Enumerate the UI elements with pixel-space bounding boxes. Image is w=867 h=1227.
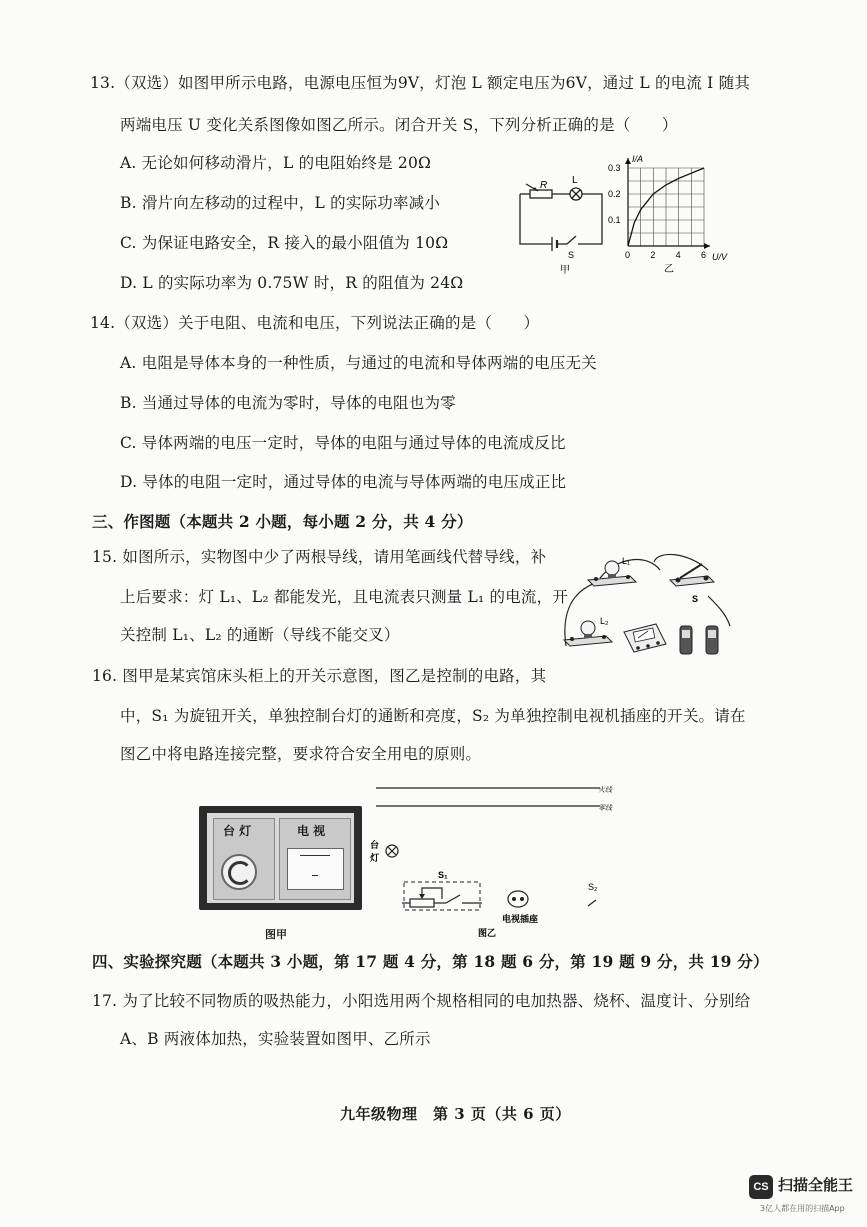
q17-line2: A、B 两液体加热，实验装置如图甲、乙所示 bbox=[120, 1030, 431, 1048]
q14-stem: 14.（双选）关于电阻、电流和电压，下列说法正确的是（ ） bbox=[90, 314, 540, 332]
q15-line3: 关控制 L₁、L₂ 的通断（导线不能交叉） bbox=[120, 626, 400, 644]
x-tick-label: 6 bbox=[701, 250, 707, 260]
q13-x-axis-label: U/V bbox=[712, 252, 728, 262]
ammeter bbox=[624, 624, 666, 652]
q13-stem-line1: 13.（双选）如图甲所示电路，电源电压恒为9V，灯泡 L 额定电压为6V，通过 L 的电流 I 随其 bbox=[90, 74, 751, 92]
q16-line2: 中，S₁ 为旋钮开关，单独控制台灯的通断和亮度，S₂ 为单独控制电视机插座的开关。请在 bbox=[120, 707, 746, 725]
q16-line1: 16. 图甲是某宾馆床头柜上的开关示意图，图乙是控制的电路，其 bbox=[92, 667, 547, 685]
switch-s bbox=[670, 564, 714, 586]
q13-option-a: A. 无论如何移动滑片，L 的电阻始终是 20Ω bbox=[120, 154, 432, 172]
q13-option-d: D. L 的实际功率为 0.75W 时，R 的阻值为 24Ω bbox=[120, 274, 464, 292]
x-tick-label: 0 bbox=[625, 250, 631, 260]
x-tick-label: 4 bbox=[675, 250, 681, 260]
rotary-knob bbox=[221, 854, 257, 890]
q14-option-a: A. 电阻是导体本身的一种性质，与通过的电流和导体两端的电压无关 bbox=[120, 354, 597, 372]
s2-label: S₂ bbox=[588, 882, 598, 892]
q13-circuit-diagram bbox=[512, 170, 612, 278]
camscanner-logo: CS bbox=[749, 1175, 773, 1199]
q16-switch-panel bbox=[199, 806, 362, 910]
q13-iu-graph bbox=[606, 150, 738, 275]
q13-stem-line2: 两端电压 U 变化关系图像如图乙所示。闭合开关 S，下列分析正确的是（ ） bbox=[120, 116, 678, 134]
live-wire-label: 火线 bbox=[598, 787, 612, 794]
neutral-wire-label: 零线 bbox=[598, 805, 612, 812]
q14-option-d: D. 导体的电阻一定时，通过导体的电流与导体两端的电压成正比 bbox=[120, 473, 567, 491]
q15-line1: 15. 如图所示，实物图中少了两根导线，请用笔画线代替导线，补 bbox=[92, 548, 547, 566]
q15-s-label: S bbox=[692, 594, 699, 604]
q15-l1-label: L₁ bbox=[622, 556, 631, 566]
q13-r-label: R bbox=[540, 180, 548, 191]
q13-s-label: S bbox=[568, 250, 575, 260]
q13-option-b: B. 滑片向左移动的过程中，L 的实际功率减小 bbox=[120, 194, 441, 212]
watermark-subtitle: 3亿人都在用的扫描App bbox=[760, 1204, 845, 1213]
lamp-symbol bbox=[386, 845, 398, 857]
socket-label: 电视插座 bbox=[502, 914, 539, 924]
q16-house-circuit bbox=[366, 775, 636, 940]
q16-tv-label: 电 视 bbox=[297, 824, 326, 838]
q16-lamp-label: 台 灯 bbox=[223, 824, 252, 838]
section-3-heading: 三、作图题（本题共 2 小题，每小题 2 分，共 4 分） bbox=[92, 512, 473, 531]
y-tick-label: 0.3 bbox=[608, 163, 621, 173]
q15-l2-label: L₂ bbox=[600, 616, 609, 626]
q17-line1: 17. 为了比较不同物质的吸热能力，小阳选用两个规格相同的电加热器、烧杯、温度计、分别给 bbox=[92, 992, 751, 1010]
q14-option-c: C. 导体两端的电压一定时，导体的电阻与通过导体的电流成反比 bbox=[120, 434, 566, 452]
q15-line2: 上后要求：灯 L₁、L₂ 都能发光，且电流表只测量 L₁ 的电流，开 bbox=[120, 588, 569, 606]
q16-circuit-caption: 图乙 bbox=[478, 928, 497, 938]
q13-graph-caption: 乙 bbox=[664, 264, 674, 275]
q13-circuit-caption: 甲 bbox=[560, 265, 570, 276]
q14-option-b: B. 当通过导体的电流为零时，导体的电阻也为零 bbox=[120, 394, 456, 412]
q16-panel-caption: 图甲 bbox=[265, 928, 287, 941]
battery-cells bbox=[680, 626, 718, 654]
q13-y-axis-label: I/A bbox=[632, 154, 644, 164]
tv-socket-symbol bbox=[508, 891, 528, 907]
watermark-name: 扫描全能王 bbox=[778, 1176, 854, 1194]
s1-label: S₁ bbox=[438, 870, 448, 880]
lamp-label-2: 灯 bbox=[370, 853, 380, 863]
x-tick-label: 2 bbox=[650, 250, 656, 260]
tv-toggle-button bbox=[287, 848, 344, 890]
lamp-label-1: 台 bbox=[370, 840, 380, 850]
q13-option-c: C. 为保证电路安全，R 接入的最小阻值为 10Ω bbox=[120, 234, 449, 252]
s2-switch bbox=[588, 900, 596, 906]
y-tick-label: 0.1 bbox=[608, 215, 621, 225]
section-4-heading: 四、实验探究题（本题共 3 小题，第 17 题 4 分，第 18 题 6 分，第 19 题 9 分，共 19 分） bbox=[92, 952, 769, 971]
page-footer: 九年级物理 第 3 页（共 6 页） bbox=[340, 1105, 571, 1123]
s1-rheostat-switch bbox=[402, 888, 482, 907]
q15-physical-circuit bbox=[558, 548, 744, 658]
q13-l-label: L bbox=[572, 175, 578, 186]
q16-line3: 图乙中将电路连接完整，要求符合安全用电的原则。 bbox=[120, 745, 482, 763]
y-tick-label: 0.2 bbox=[608, 189, 621, 199]
